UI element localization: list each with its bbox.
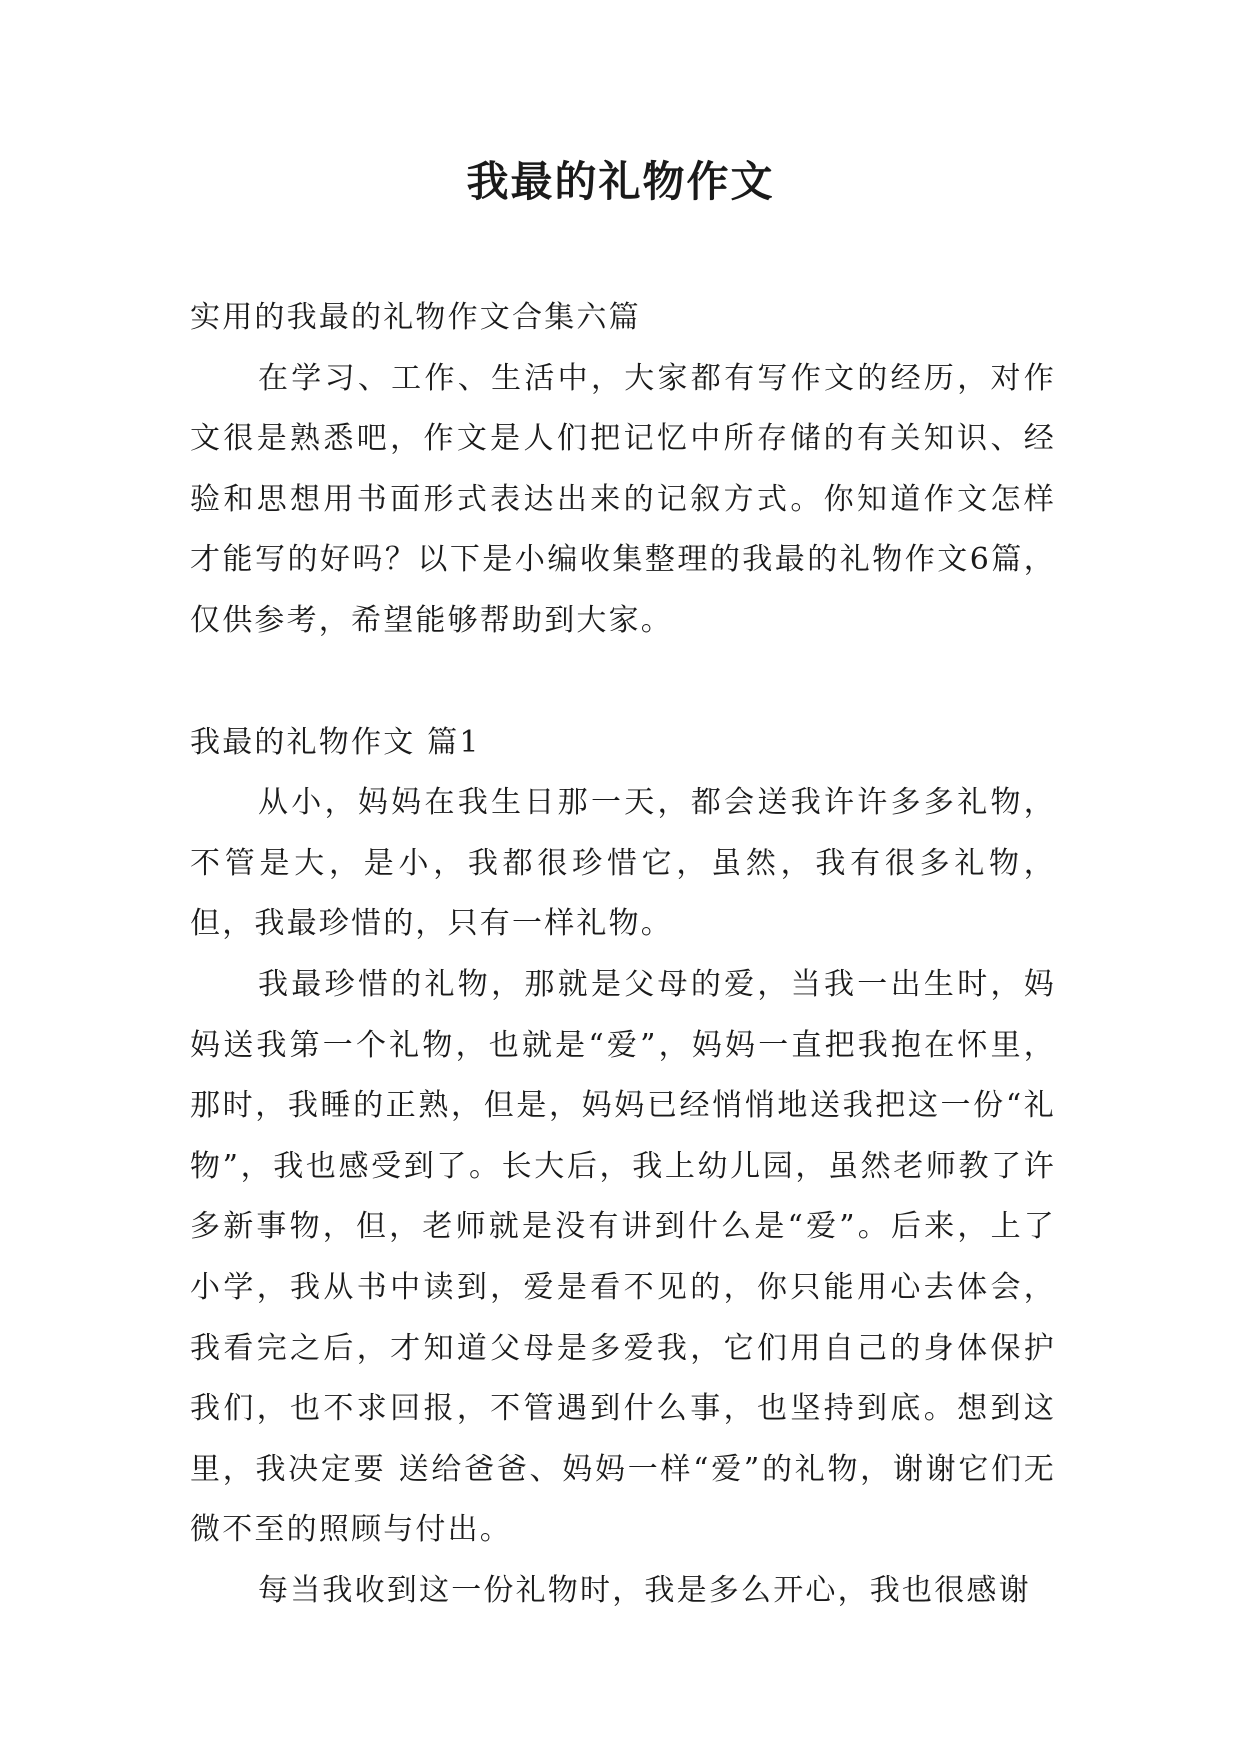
- body-paragraph-1: 从小，妈妈在我生日那一天，都会送我许许多多礼物，不管是大，是小，我都很珍惜它，虽然，我有很多礼物，但，我最珍惜的，只有一样礼物。: [190, 785, 1056, 942]
- section-heading: 我最的礼物作文 篇1: [190, 724, 481, 760]
- intro-paragraph: 在学习、工作、生活中，大家都有写作文的经历，对作文很是熟悉吧，作文是人们把记忆中所存储的有关知识、经验和思想用书面形式表达出来的记叙方式。你知道作文怎样才能写的好吗？以下是小编收集整理的我最的礼物作文6篇，仅供参考，希望能够帮助到大家。: [190, 360, 1056, 638]
- body-paragraph-3: 每当我收到这一份礼物时，我是多么开心，我也很感谢: [258, 1572, 1031, 1608]
- document-subtitle: 实用的我最的礼物作文合集六篇: [190, 300, 641, 335]
- document-body: [190, 288, 1056, 1621]
- document-title: 我最的礼物作文: [466, 157, 775, 206]
- body-paragraph-2: 我最珍惜的礼物，那就是父母的爱，当我一出生时，妈妈送我第一个礼物，也就是“爱”，妈妈一直把我抱在怀里，那时，我睡的正熟，但是，妈妈已经悄悄地送我把这一份“礼物”，我也感受到了。长大后，我上幼儿园，虽然老师教了许多新事物，但，老师就是没有讲到什么是“爱”。后来，上了小学，我从书中读到，爱是看不见的，你只能用心去体会，我看完之后，才知道父母是多爱我，它们用自己的身体保护我们，也不求回报，不管遇到什么事，也坚持到底。想到这里，我决定要 送给爸爸、妈妈一样“爱”的礼物，谢谢它们无微不至的照顾与付出。: [190, 966, 1056, 1548]
